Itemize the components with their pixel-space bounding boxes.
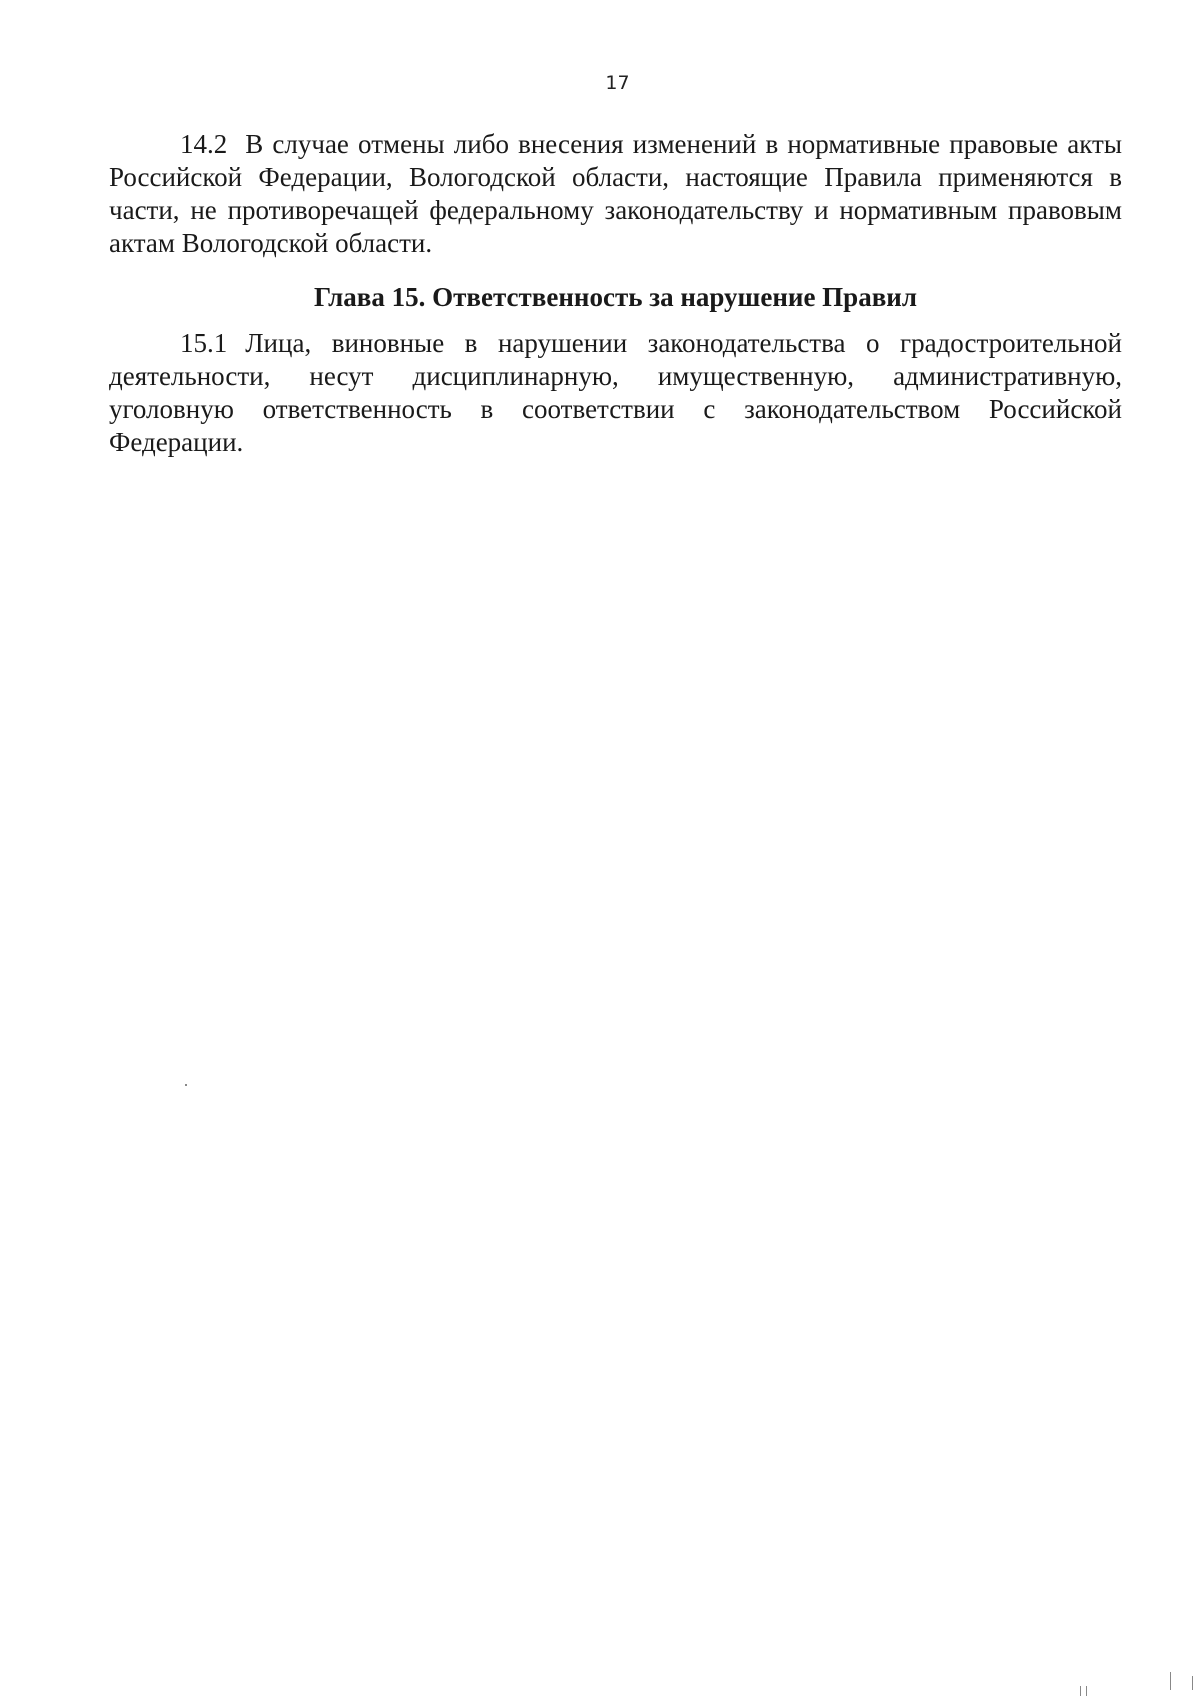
paragraph-text: В случае отмены либо внесения изменений в нормативные правовые акты Российской Федерации, Вологодской области, настоящие Правила применяются в части, не противоречащей федеральному законодательству и нормативным правовым актам Вологодской области.: [109, 129, 1122, 258]
chapter-heading: Глава 15. Ответственность за нарушение Правил: [314, 282, 917, 312]
scan-artifact: [1192, 1676, 1193, 1690]
paragraph-number: 15.1: [180, 328, 228, 358]
scan-artifact: [1170, 1672, 1171, 1690]
paragraph-text: Лица, виновные в нарушении законодательства о градостроительной деятельности, несут дисциплинарную, имущественную, административную, уголовную ответственность в соответствии с законодательством Российской Федерации.: [109, 328, 1122, 457]
scan-artifact: [185, 1084, 187, 1086]
paragraph-15-1: [109, 327, 1122, 459]
scan-artifact: [1086, 1686, 1087, 1696]
paragraph-14-2: [109, 128, 1122, 260]
scan-artifact: [1080, 1686, 1081, 1696]
paragraph-number: 14.2: [180, 129, 228, 159]
page-number: 17: [605, 72, 630, 94]
